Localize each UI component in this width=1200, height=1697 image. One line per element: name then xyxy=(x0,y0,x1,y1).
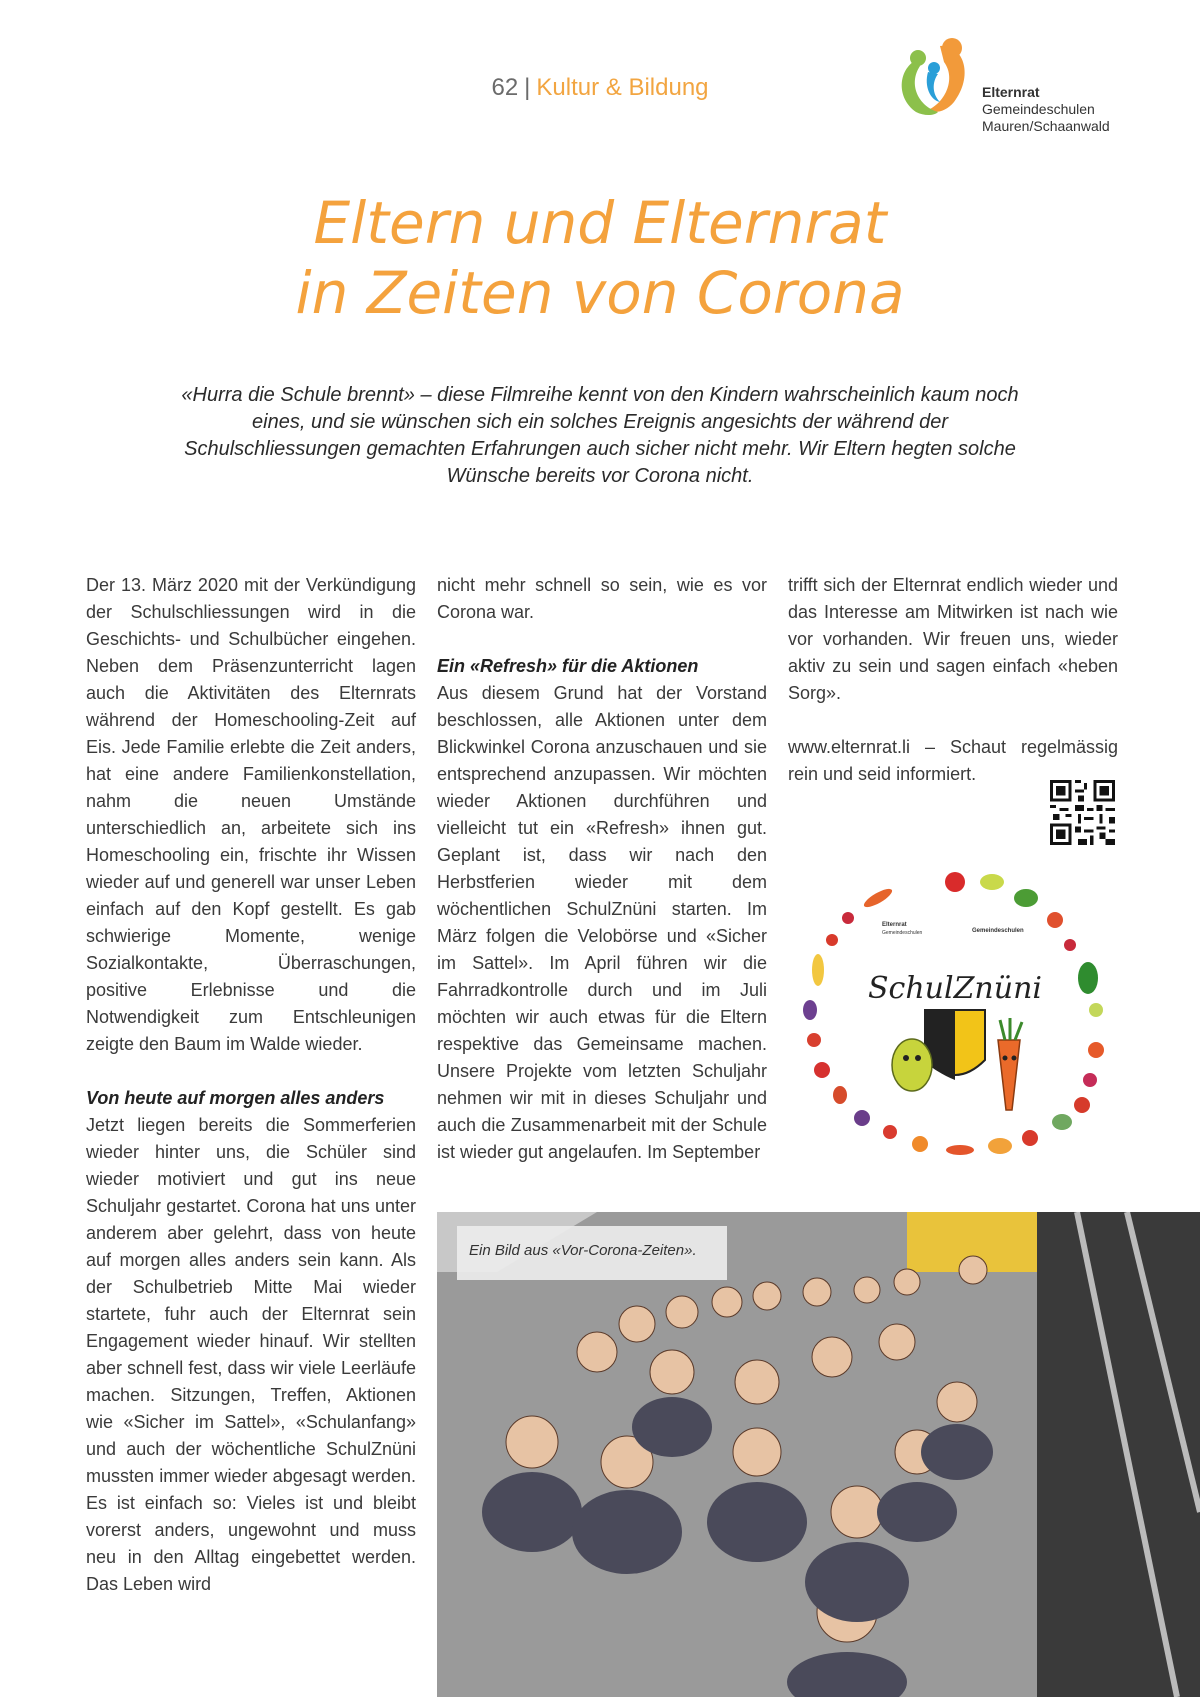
paragraph: trifft sich der Elternrat endlich wieder und das Interesse am Mitwirken ist nach wie vor vorhanden. Wir freuen uns, wieder aktiv zu sein und sagen einfach «heben Sorg». xyxy=(788,575,1118,703)
page-number: 62 xyxy=(491,74,519,101)
paragraph: nicht mehr schnell so sein, wie es vor Corona war. xyxy=(437,575,767,622)
article-column-3 xyxy=(788,572,1118,788)
logo-text xyxy=(982,84,1110,135)
schulznuni-title: SchulZnüni xyxy=(868,971,1042,1006)
headline-line-1: Eltern und Elternrat xyxy=(313,189,887,257)
paragraph: Der 13. März 2020 mit der Verkündigung der Schulschliessungen wird in die Geschichts- und Schulbücher eingehen. Neben dem Präsenzunterricht lagen auch die Aktivitäten des Elternrats während der Homeschooling-Zeit auf Eis. Jede Familie erlebte die Zeit anders, hat eine andere Familienkonstellation, nahm die neuen Umstände unterschiedlich an, arbeitete sich ins Homeschooling ein, frischte ihr Wissen wieder auf und generell war unser Leben einfach auf den Kopf gestellt. Es gab schwierige Momente, wenige Sozialkontakte, Überraschungen, positive Erlebnisse und die Notwendigkeit zum Entschleunigen zeigte den Baum im Walde wieder. xyxy=(86,575,416,1054)
group-photo xyxy=(437,1212,1200,1697)
schulznuni-logo1-line2: Gemeindeschulen xyxy=(882,930,923,936)
article-column-1 xyxy=(86,572,416,1598)
headline-line-2: in Zeiten von Corona xyxy=(295,259,905,327)
schulznuni-logo1-line1: Elternrat xyxy=(882,922,907,928)
article-column-2 xyxy=(437,572,767,1166)
schulznuni-logo xyxy=(800,860,1110,1160)
elternrat-logo xyxy=(894,36,1116,136)
schulznuni-logo2-line1: Gemeindeschulen xyxy=(972,928,1024,934)
subheading: Ein «Refresh» für die Aktionen xyxy=(437,656,699,676)
section-name: Kultur & Bildung xyxy=(536,74,709,101)
article-lead: «Hurra die Schule brennt» – diese Filmreihe kennt von den Kindern wahrscheinlich kaum noch eines, und sie wünschen sich ein solches Ereignis angesichts der während der Schulschliessungen gemachten Erfahrungen auch sicher nicht mehr. Wir Eltern hegten solche Wünsche bereits vor Corona nicht. xyxy=(181,384,1019,487)
pear-mascot-icon xyxy=(892,1039,932,1091)
subheading: Von heute auf morgen alles anders xyxy=(86,1088,385,1108)
group-photo-image xyxy=(437,1212,1200,1697)
elternrat-logo-icon xyxy=(894,36,976,118)
paragraph: Jetzt liegen bereits die Sommerferien wieder hinter uns, die Schüler sind wieder motiviert und gut ins neue Schuljahr gestartet. Corona hat uns unter anderem aber gelehrt, dass von heute auf morgen alles anders sein kann. Als der Schulbetrieb Mitte Mai wieder startete, fuhr auch der Elternrat sein Engagement wieder hinauf. Wir stellten aber schnell fest, dass wir viele Leerläufe machen. Sitzungen, Treffen, Aktionen wie «Sicher im Sattel», «Schulanfang» und auch der wöchentliche SchulZnüni mussten immer wieder abgesagt werden. Es ist einfach so: Vieles ist und bleibt vorerst anders, ungewohnt und muss neu in den Alltag eingebettet werden. Das Leben wird xyxy=(86,1115,416,1594)
paragraph: Aus diesem Grund hat der Vorstand beschlossen, alle Aktionen unter dem Blickwinkel Corona anzuschauen und sie entsprechend anzupassen. Wir möchten wieder Aktionen durchführen und vielleicht tut ein «Refresh» ihnen gut. Geplant ist, dass wir nach den Herbstferien wieder mit dem wöchentlichen SchulZnüni starten. Im März folgen die Velobörse und «Sicher im Sattel». Im April führen wir die Fahrradkontrolle durch und im Juli möchten wir auch etwas für die Eltern respektive das Gemeinsame machen. Unsere Projekte vom letzten Schuljahr nehmen wir mit in dieses Schuljahr und auch die Zusammenarbeit mit der Schule ist wieder gut angelaufen. Im September xyxy=(437,683,767,1162)
coat-of-arms-icon xyxy=(925,1010,985,1080)
website-note[interactable]: www.elternrat.li – Schaut regelmässig rein und seid informiert. xyxy=(788,737,1118,784)
logo-line2: Gemeindeschulen xyxy=(982,101,1095,117)
qr-code-icon[interactable] xyxy=(1050,780,1115,845)
photo-caption: Ein Bild aus «Vor-Corona-Zeiten». xyxy=(469,1242,697,1259)
header-separator: | xyxy=(524,74,531,101)
logo-line3: Mauren/Schaanwald xyxy=(982,118,1110,134)
carrot-mascot-icon xyxy=(998,1018,1022,1110)
photo-caption-box xyxy=(457,1226,727,1280)
article-headline xyxy=(0,188,1200,328)
logo-title: Elternrat xyxy=(982,84,1040,100)
